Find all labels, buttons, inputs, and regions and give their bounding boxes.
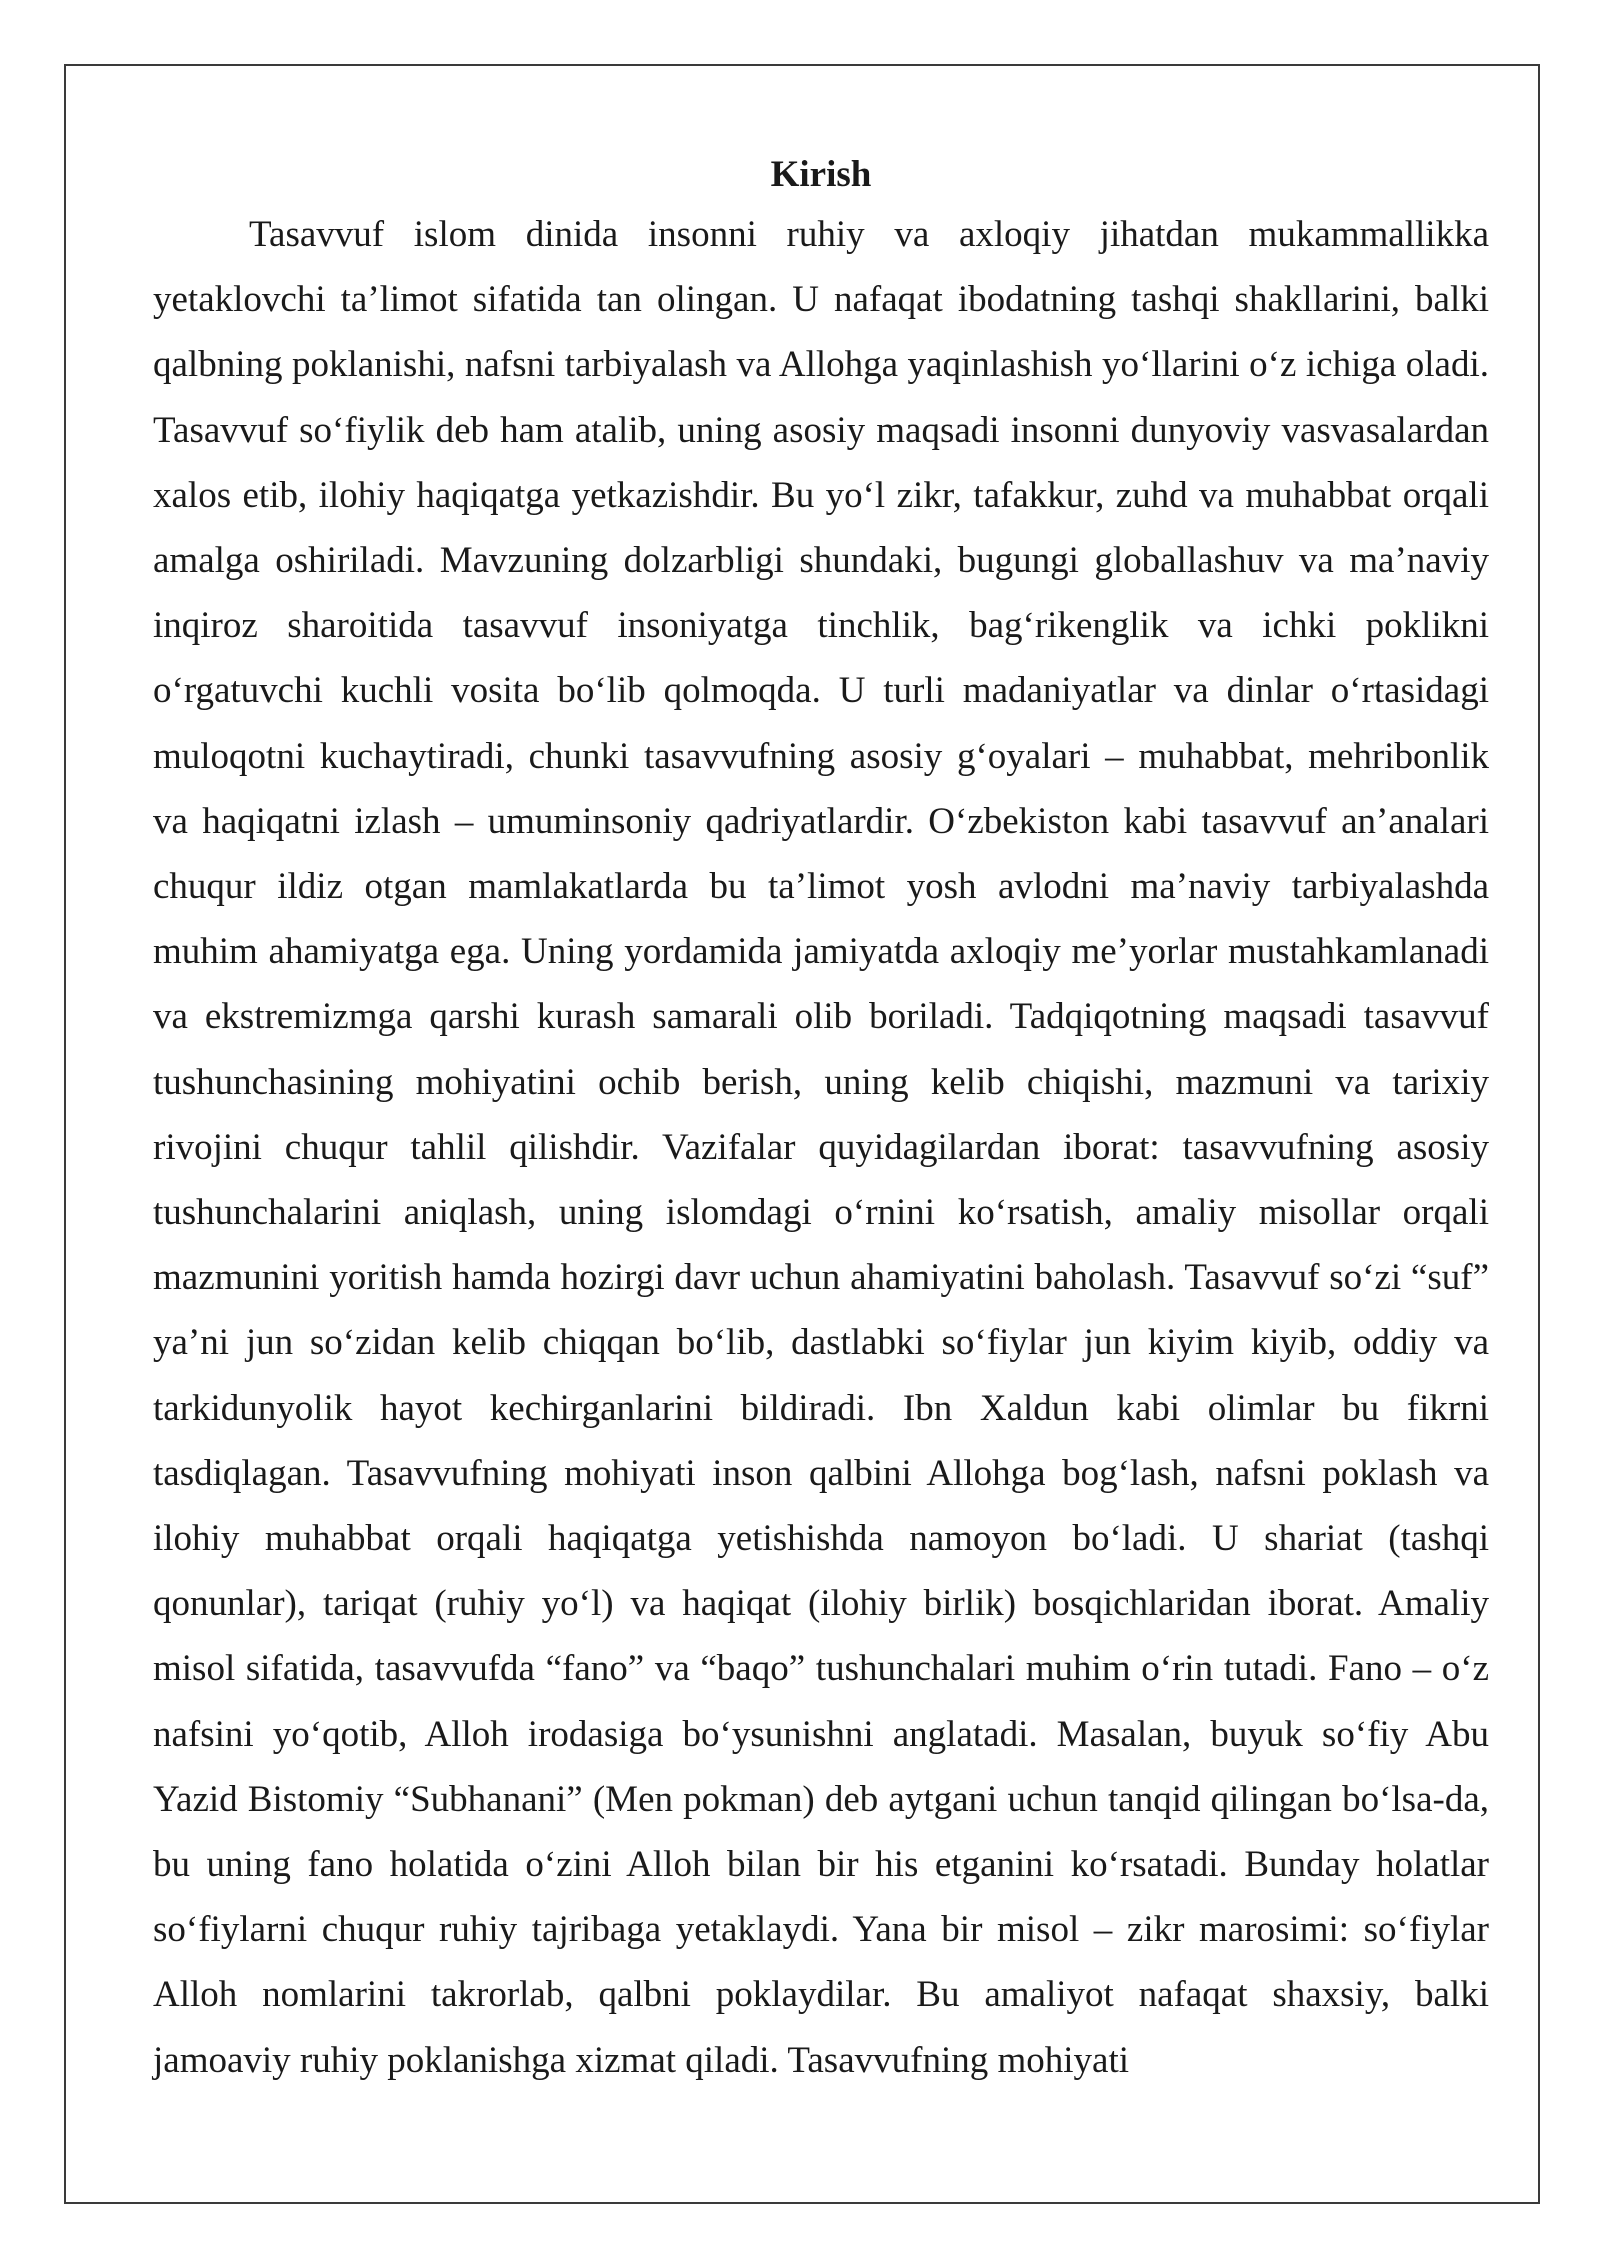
body-paragraph: Tasavvuf islom dinida insonni ruhiy va axloqiy jihatdan mukammallikka yetaklovchi ta’limot sifatida tan olingan. U nafaqat ibodatning tashqi shakllarini, balki qalbning poklanishi, nafsni tarbiyalash va Allohga yaqinlashish yo‘llarini o‘z ichiga oladi. Tasavvuf so‘fiylik deb ham atalib, uning asosiy maqsadi insonni dunyoviy vasvasalardan xalos etib, ilohiy haqiqatga yetkazishdir. Bu yo‘l zikr, tafakkur, zuhd va muhabbat orqali amalga oshiriladi. Mavzuning dolzarbligi shundaki, bugungi globallashuv va ma’naviy inqiroz sharoitida tasavvuf insoniyatga tinchlik, bag‘rikenglik va ichki poklikni o‘rgatuvchi kuchli vosita bo‘lib qolmoqda. U turli madaniyatlar va dinlar o‘rtasidagi muloqotni kuchaytiradi, chunki tasavvufning asosiy g‘oyalari – muhabbat, mehribonlik va haqiqatni izlash – umuminsoniy qadriyatlardir. O‘zbekiston kabi tasavvuf an’analari chuqur ildiz otgan mamlakatlarda bu ta’limot yosh avlodni ma’naviy tarbiyalashda muhim ahamiyatga ega. Uning yordamida jamiyatda axloqiy me’yorlar mustahkamlanadi va ekstremizmga qarshi kurash samarali olib boriladi. Tadqiqotning maqsadi tasavvuf tushunchasining mohiyatini ochib berish, uning kelib chiqishi, mazmuni va tarixiy rivojini chuqur tahlil qilishdir. Vazifalar quyidagilardan iborat: tasavvufning asosiy tushunchalarini aniqlash, uning islomdagi o‘rnini ko‘rsatish, amaliy misollar orqali mazmunini yoritish hamda hozirgi davr uchun ahamiyatini baholash. Tasavvuf so‘zi “suf” ya’ni jun so‘zidan kelib chiqqan bo‘lib, dastlabki so‘fiylar jun kiyim kiyib, oddiy va tarkidunyolik hayot kechirganlarini bildiradi. Ibn Xaldun kabi olimlar bu fikrni tasdiqlagan. Tasavvufning mohiyati inson qalbini Allohga bog‘lash, nafsni poklash va ilohiy muhabbat orqali haqiqatga yetishishda namoyon bo‘ladi. U shariat (tashqi qonunlar), tariqat (ruhiy yo‘l) va haqiqat (ilohiy birlik) bosqichlaridan iborat. Amaliy misol sifatida, tasavvufda “fano” va “baqo” tushunchalari muhim o‘rin tutadi. Fano – o‘z nafsini yo‘qotib, Alloh irodasiga bo‘ysunishni anglatadi. Masalan, buyuk so‘fiy Abu Yazid Bistomiy “Subhanani” (Men pokman) deb aytgani uchun tanqid qilingan bo‘lsa-da, bu uning fano holatida o‘zini Alloh bilan bir his etganini ko‘rsatadi. Bunday holatlar so‘fiylarni chuqur ruhiy tajribaga yetaklaydi. Yana bir misol – zikr marosimi: so‘fiylar Alloh nomlarini takrorlab, qalbni poklaydilar. Bu amaliyot nafaqat shaxsiy, balki jamoaviy ruhiy poklanishga xizmat qiladi. Tasavvufning mohiyati	[153, 214, 1489, 2081]
document-title: Kirish	[770, 154, 872, 195]
document-content	[153, 148, 1489, 2093]
